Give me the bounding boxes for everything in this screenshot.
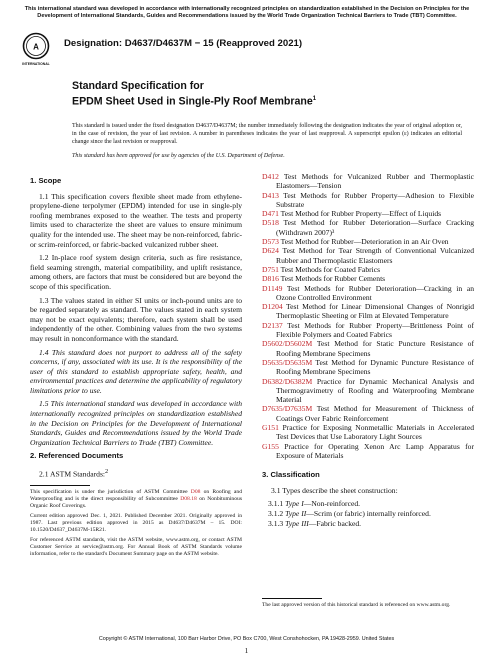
reference-item (262, 209, 474, 218)
reference-code-link[interactable]: D5602/D5602M (262, 339, 313, 349)
reference-code-link[interactable]: D2137 (262, 320, 283, 330)
reference-title: Test Method for Measurement of Thickness of Coatings Over Fabric Reinforcement (276, 404, 475, 423)
left-column (30, 172, 242, 561)
classification-number: 3.1.3 (268, 518, 284, 528)
reference-item (262, 423, 474, 442)
reference-item (262, 237, 474, 246)
section-heading-referenced-documents: 2. Referenced Documents (30, 451, 124, 461)
reference-code-link[interactable]: D1204 (262, 302, 283, 312)
title-line-2: EPDM Sheet Used in Single-Ply Roof Membrane$^1$ (72, 95, 317, 108)
copyright-line: Copyright © ASTM International, 100 Barr Harbor Drive, PO Box C700, West Conshohocken, PA 19428-2959. United States (98, 636, 395, 642)
reference-title: Test Method for Rubber Property—Effect of Liquids (280, 209, 442, 219)
classification-item (262, 509, 474, 519)
section-heading-scope: 1. Scope (30, 176, 62, 185)
footnote-1-edition: Current edition approved Dec. 1, 2021. Published December 2021. Originally approved in 1987. Last previous edition approved in 2015 as D4637/D4637M – 15. DOI: 10.1520/D4637_D4637M-15R21. (30, 513, 242, 534)
reference-title: Test Methods for Rubber Cements (280, 274, 386, 284)
reference-item (262, 284, 474, 303)
classification-number: 3.1.1 (268, 499, 284, 509)
reference-title: Test Methods for Coated Fabrics (280, 264, 381, 274)
title-line-1: Standard Specification for (72, 80, 204, 92)
paragraph-3-1: 3.1 Types describe the sheet construction: (271, 485, 398, 495)
referenced-standards-list (262, 172, 474, 460)
paragraph-1-1: 1.1 This specification covers flexible sheet made from ethylene-propylene-diene terpolymer (EPDM) intended for use in single-ply roofing membranes exposed to the weather. The tests and property limits used to characterize the sheet are values to ensure minimum quality for the intended use. The sheet may be non-reinforced, fabric- or scrim-reinforced, or fabric-backed vulcanized rubber sheet. (30, 191, 242, 249)
footnote-divider (30, 485, 90, 486)
right-column (262, 172, 474, 528)
reference-code-link[interactable]: D816 (262, 274, 279, 284)
reference-code-link[interactable]: D518 (262, 218, 279, 228)
reference-code-link[interactable]: D412 (262, 172, 279, 181)
logo-caption: INTERNATIONAL (22, 62, 50, 66)
reference-title: Test Method for Linear Dimensional Changes of Nonrigid Thermoplastic Sheeting or Film at Elevated Temperature (276, 302, 474, 321)
reference-item (262, 302, 474, 321)
footnote-2: For referenced ASTM standards, visit the ASTM website, www.astm.org, or contact ASTM Customer Service at service@astm.org. For Annual Book of ASTM Standards volume information, refer to the standard's Document Summary page on the ASTM website. (30, 537, 242, 558)
paragraph-1-2: 1.2 In-place roof system design criteria, such as fire resistance, field seaming strength, material compatibility, and uplift resistance, among others, are factors that must be considered but are beyond the scope of this specification. (30, 253, 242, 291)
astm-logo-icon (22, 32, 50, 68)
footnote-3-block (262, 592, 474, 612)
reference-title: Test Methods for Rubber Deterioration—Cracking in an Ozone Controlled Environment (276, 283, 474, 302)
reference-item (262, 218, 474, 237)
paragraph-1-3: 1.3 The values stated in either SI units or inch-pound units are to be regarded separately as standard. The values stated in each system may not be exact equivalents; therefore, each system shall be used independently of the other. Combining values from the two systems may result in nonconformance with the standard. (30, 295, 242, 343)
issuance-note: This standard is issued under the fixed designation D4637/D4637M; the number immediately following the designation indicates the year of original adoption or, in the case of revision, the year of last revision. A number in parentheses indicates the year of last reapproval. A superscript epsilon (ε) indicates an editorial change since the last revision or reapproval. (72, 123, 462, 145)
classification-description: —Fabric backed. (308, 518, 362, 528)
reference-item (262, 274, 474, 283)
reference-code-link[interactable]: D751 (262, 264, 279, 274)
reference-title: Test Method for Static Puncture Resistance of Roofing Membrane Specimens (276, 339, 475, 358)
reference-code-link[interactable]: D413 (262, 190, 279, 200)
section-heading-classification: 3. Classification (262, 470, 320, 480)
classification-description: —Non-reinforced. (303, 499, 361, 509)
classification-item (262, 519, 474, 529)
dod-approval-note: This standard has been approved for use by agencies of the U.S. Department of Defense. (72, 153, 285, 159)
reference-title: Test Method for Dynamic Puncture Resistance of Roofing Membrane Specimens (276, 357, 474, 377)
reference-code-link[interactable]: D1149 (262, 283, 283, 293)
paragraph-1-5: 1.5 This international standard was developed in accordance with internationally recognized principles on standardization established in the Decision on Principles for the Development of International Standards, Guides and Recommendations issued by the World Trade Organization Technical Barriers to Trade (TBT) Committee. (30, 399, 242, 447)
reference-item (262, 246, 474, 265)
reference-code-link[interactable]: G155 (262, 441, 279, 451)
reference-code-link[interactable]: G151 (262, 423, 279, 433)
classification-type: Type II (285, 508, 307, 518)
classification-list (262, 499, 474, 528)
svg-text:A: A (33, 42, 39, 52)
classification-description: —Scrim (or fabric) internally reinforced. (306, 508, 431, 518)
classification-item (262, 499, 474, 509)
footnote-3: The last approved version of this historical standard is referenced on www.astm.org. (262, 602, 451, 608)
reference-code-link[interactable]: D471 (262, 209, 279, 219)
reference-code-link[interactable]: D6382/D6382M (262, 376, 313, 386)
reference-title: Test Method for Tear Strength of Conventional Vulcanized Rubber and Thermoplastic Elastomers (276, 246, 474, 265)
page-number: 1 (244, 646, 249, 655)
reference-item (262, 404, 474, 423)
reference-code-link[interactable]: D5635/D5635M (262, 357, 313, 367)
reference-title: Test Methods for Vulcanized Rubber and Thermoplastic Elastomers—Tension (276, 172, 474, 191)
reference-title: Practice for Dynamic Mechanical Analysis and Thermogravimetry of Roofing and Waterproofing Membrane Material (276, 376, 474, 405)
footnote-1: This specification is under the jurisdiction of ASTM Committee D08 on Roofing and Waterproofing and is the direct responsibility of Subcommittee D08.18 on Nonbituminous Organic Roof Coverings. (30, 489, 243, 510)
reference-title: Test Methods for Rubber Property—Adhesion to Flexible Substrate (276, 190, 475, 209)
reference-title: Practice for Operating Xenon Arc Lamp Apparatus for Exposure of Materials (276, 441, 474, 460)
reference-item (262, 265, 474, 274)
reference-item (262, 191, 474, 210)
classification-number: 3.1.2 (268, 508, 284, 518)
reference-item (262, 321, 474, 340)
subcommittee-link[interactable]: D08.18 (180, 496, 197, 503)
paragraph-2-1: 2.1 ASTM Standards:$^2$ (39, 468, 109, 479)
reference-item (262, 442, 474, 461)
classification-type: Type III (285, 518, 309, 528)
committee-link[interactable]: D08 (190, 489, 201, 496)
reference-item (262, 172, 474, 191)
classification-type: Type I (285, 499, 304, 509)
reference-code-link[interactable]: D624 (262, 246, 279, 256)
reference-item (262, 339, 474, 358)
reference-title: Test Methods for Rubber Property—Brittleness Point of Flexible Polymers and Coated Fabrics (276, 320, 474, 340)
reference-title: Practice for Exposing Nonmetallic Materials in Accelerated Test Devices that Use Laboratory Light Sources (276, 423, 475, 442)
reference-item (262, 377, 474, 405)
reference-item (262, 358, 474, 377)
reference-title: Test Method for Rubber Deterioration—Surface Cracking (Withdrawn 2007)³ (276, 218, 475, 237)
reference-title: Test Method for Rubber—Deterioration in an Air Oven (280, 237, 449, 247)
standard-title (72, 80, 452, 109)
reference-code-link[interactable]: D573 (262, 237, 279, 247)
designation: Designation: D4637/D4637M − 15 (Reapproved 2021) (64, 38, 303, 49)
tbt-notice: This international standard was developed in accordance with internationally recognized principles on standardization established in the Decision on Principles for the Development of International Standards, Guides and Recommendations issued by the World Trade Organization Technical Barriers to Trade (TBT) Committee. (24, 6, 470, 19)
paragraph-1-4: 1.4 This standard does not purport to address all of the safety concerns, if any, associated with its use. It is the responsibility of the user of this standard to establish appropriate safety, health, and environmental practices and determine the applicability of regulatory limitations prior to use. (30, 347, 242, 395)
footnote-divider-right (262, 598, 322, 599)
reference-code-link[interactable]: D7635/D7635M (262, 404, 313, 414)
